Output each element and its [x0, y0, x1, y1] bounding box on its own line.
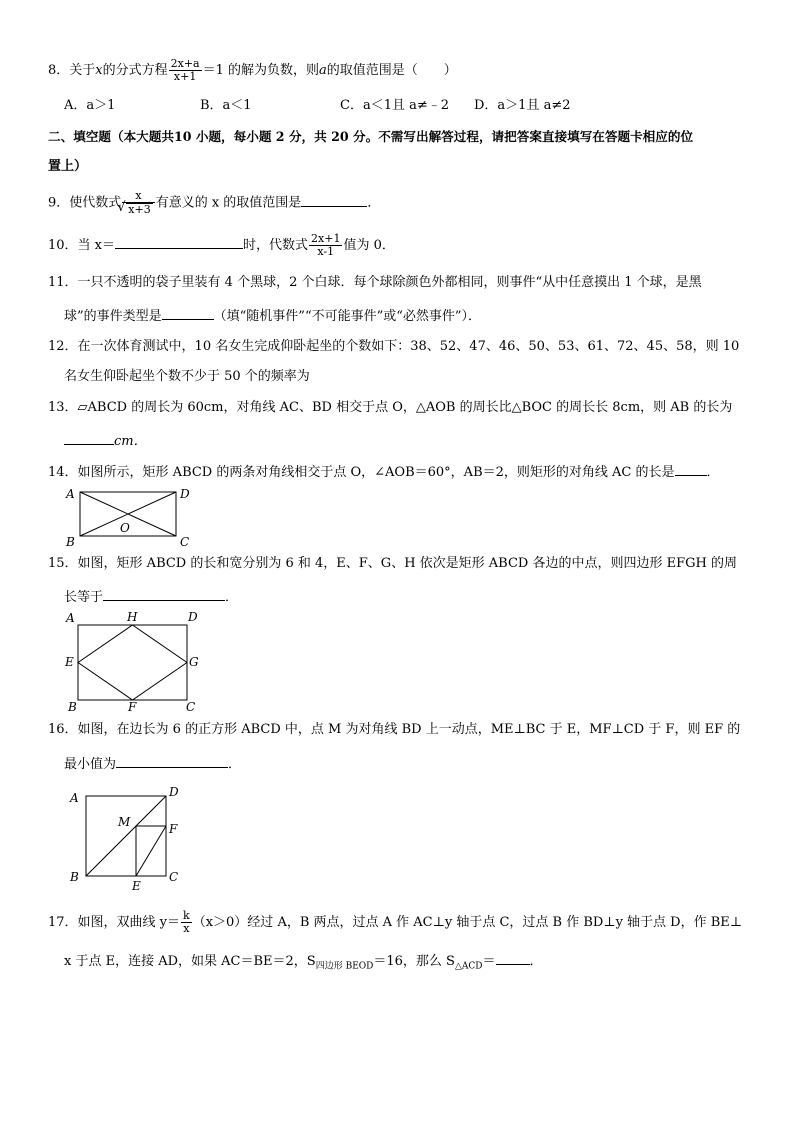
q16-label-c: C [169, 870, 179, 884]
q15-label-f: F [128, 700, 137, 714]
q10-fraction: $\frac{2x+1}{x-1}$ [311, 232, 341, 258]
q16-label-e: E [132, 879, 141, 893]
q14-line1: 14．如图所示，矩形 ABCD 的两条对角线相交于点 O，∠AOB＝60°，AB＝2，则矩形的对角线 AC 的长是 ． [48, 461, 720, 482]
q17-line2: x 于点 E，连接 AD，如果 AC＝BE＝2，$S_{四边形 BEOD}=16$，那么 $S_{\triangle ACD}=$ ． [64, 950, 543, 976]
q8-option-d: D．a＞1且 a≠2 [474, 98, 571, 113]
q15-line1: 15．如图，矩形 ABCD 的长和宽分别为 6 和 4，E、F、G、H 依次是矩形 ABCD 各边的中点，则四边形 EFGH 的周 [48, 556, 737, 571]
q13-answer-blank[interactable] [64, 430, 114, 445]
q14-label-c: C [180, 535, 190, 548]
q16-square-figure [62, 784, 192, 894]
q14-label-d: D [180, 487, 190, 501]
q9-fraction: x √ x+3 [122, 190, 154, 216]
q17-answer-blank[interactable] [496, 950, 530, 965]
q15-label-a: A [66, 611, 75, 625]
q12-line2: 名女生仰卧起坐个数不少于 50 个的频率为 [64, 369, 310, 384]
q8-option-a: A．a＞1 [64, 98, 116, 113]
q11-line1: 11．一只不透明的袋子里装有 4 个黑球，2 个白球．每个球除颜色外都相同，则事件“从中任意摸出 1 个球，是黑 [48, 275, 702, 290]
q17-line1: 17．如图，双曲线 y＝ $\frac{k}{x}$ （x＞0）经过 A，B 两点，过点 A 作 AC⊥y 轴于点 C，过点 B 作 BD⊥y 轴于点 D，作 BE⊥ [48, 909, 742, 935]
q15-answer-blank[interactable] [103, 586, 225, 601]
q14-label-a: A [66, 487, 75, 501]
q16-label-b: B [70, 870, 79, 884]
q15-label-h: H [127, 610, 138, 624]
q14-rectangle-figure [60, 484, 190, 548]
q8-fraction: $\frac{2x+a}{x+1}$ [170, 57, 200, 83]
q17-fraction: $\frac{k}{x}$ [183, 909, 190, 935]
q13-line1: 13．▱ABCD 的周长为 60cm，对角线 AC、BD 相交于点 O，△AOB 的周长比△BOC 的周长长 8cm，则 AB 的长为 [48, 400, 733, 415]
section-title-cont: 置上） [48, 159, 88, 174]
q16-line2: 最小值为 ． [64, 753, 241, 774]
q15-label-e: E [65, 655, 74, 669]
q16-label-d: D [169, 785, 179, 799]
q15-label-c: C [186, 700, 196, 714]
q11-answer-blank[interactable] [162, 305, 214, 320]
q16-label-m: M [118, 815, 131, 829]
q10-stem: 10．当 x＝ 时，代数式 $\frac{2x+1}{x-1}$ 值为 0． [48, 232, 395, 258]
q16-line1: 16．如图，在边长为 6 的正方形 ABCD 中，点 M 为对角线 BD 上一动点，ME⊥BC 于 E，MF⊥CD 于 F，则 EF 的 [48, 722, 741, 737]
q14-answer-blank[interactable] [675, 461, 707, 476]
q15-label-g: G [189, 655, 199, 669]
q14-label-o: O [120, 521, 130, 535]
q8-option-b: B．a＜1 [200, 98, 252, 113]
q16-label-a: A [70, 791, 79, 805]
q16-answer-blank[interactable] [116, 753, 228, 768]
q9-answer-blank[interactable] [301, 192, 367, 207]
q15-label-b: B [68, 700, 77, 714]
q11-line2: 球”的事件类型是 （填“随机事件”“不可能事件”或“必然事件”）． [64, 305, 481, 326]
q8-stem: 8．关于x的分式方程 $\frac{2x+a}{x+1}$ ＝1 的解为负数，则a的取值范围是（ ） [48, 57, 457, 83]
q12-line1: 12．在一次体育测试中，10 名女生完成仰卧起坐的个数如下：38、52、47、46、50、53、61、72、45、58，则 10 [48, 339, 740, 354]
section-title: 二、填空题（本大题共10 小题，每小题 2 分，共 20 分。不需写出解答过程，请把答案直接填写在答题卡相应的位 [48, 129, 694, 144]
q9-stem: 9．使代数式 x √ x+3 有意义的 x 的取值范围是 ． [48, 190, 380, 216]
q15-label-d: D [188, 610, 198, 624]
q8-option-c: C．a＜1且 a≠﹣2 [340, 98, 450, 113]
q14-label-b: B [66, 535, 75, 548]
q13-line2: cm． [64, 430, 147, 451]
q15-line2: 长等于 ． [64, 586, 238, 607]
q10-answer-blank[interactable] [115, 234, 243, 249]
q16-label-f: F [169, 822, 178, 836]
q15-rectangle-figure [62, 610, 212, 714]
